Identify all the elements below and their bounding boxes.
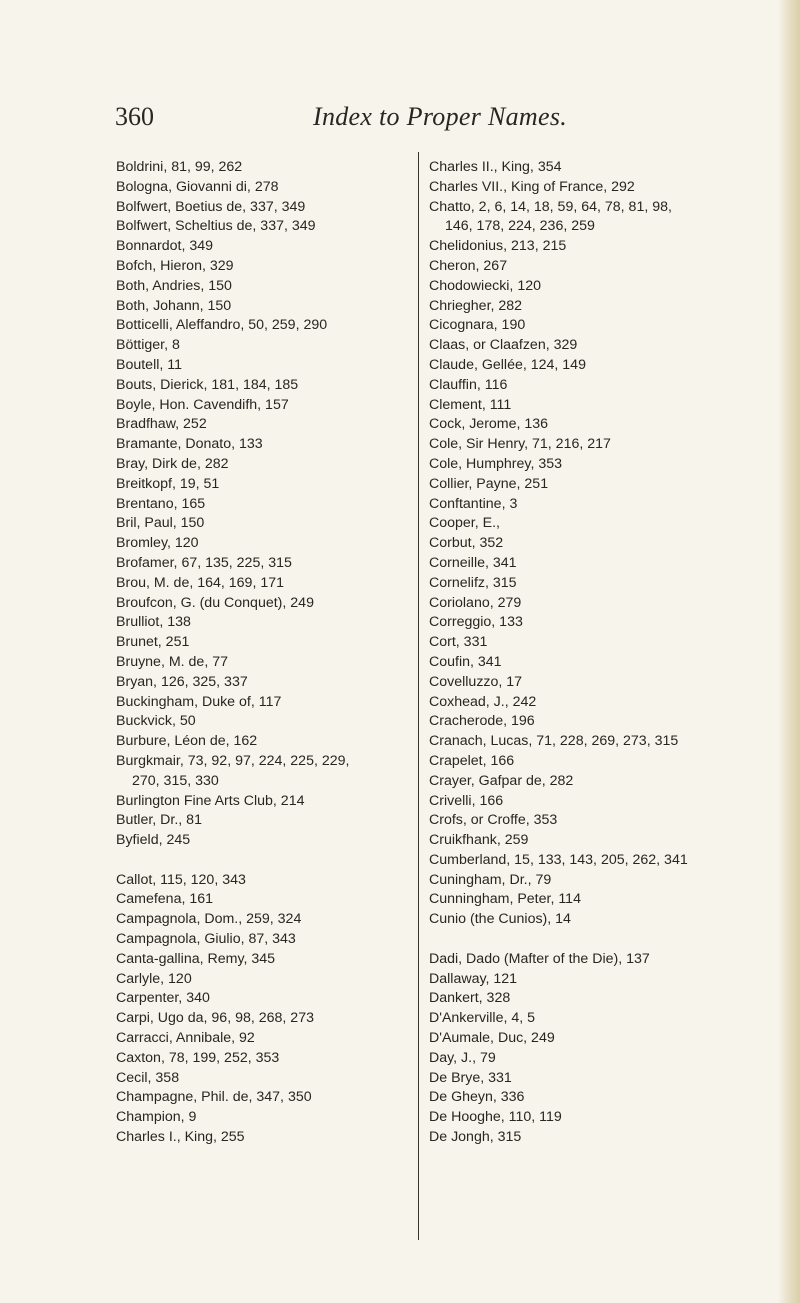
section-gap: [116, 851, 416, 871]
index-entry: Collier, Payne, 251: [429, 475, 549, 492]
index-entry: Broufcon, G. (du Conquet), 249: [116, 594, 314, 611]
index-entry: D'Ankerville, 4, 5: [429, 1010, 536, 1027]
index-entry: Crayer, Gafpar de, 282: [429, 772, 574, 789]
index-entry: Cole, Humphrey, 353: [429, 455, 563, 472]
index-entry: Bolfwert, Boetius de, 337, 349: [116, 198, 306, 215]
index-column-left: [116, 158, 416, 1148]
index-entry: Chodowiecki, 120: [429, 277, 541, 294]
index-entry: Brunet, 251: [116, 634, 190, 651]
index-entry: Bradfhaw, 252: [116, 416, 207, 433]
index-entry: Buckvick, 50: [116, 713, 196, 730]
index-entry: Cunio (the Cunios), 14: [429, 911, 571, 928]
index-entry: Claas, or Claafzen, 329: [429, 337, 578, 354]
index-entry: Cort, 331: [429, 634, 488, 651]
index-entry: Bryan, 126, 325, 337: [116, 673, 248, 690]
index-entry: Bouts, Dierick, 181, 184, 185: [116, 376, 299, 393]
index-entry: Day, J., 79: [429, 1049, 496, 1066]
index-entry: Camefena, 161: [116, 891, 214, 908]
index-entry: Crofs, or Croffe, 353: [429, 812, 558, 829]
page-edge: [778, 0, 800, 1303]
index-entry: Burbure, Léon de, 162: [116, 733, 258, 750]
index-entry: Carpi, Ugo da, 96, 98, 268, 273: [116, 1010, 314, 1027]
index-entry: Cooper, E.,: [429, 515, 500, 532]
index-entry: Crivelli, 166: [429, 792, 504, 809]
index-entry: Cheron, 267: [429, 257, 508, 274]
index-entry: Bromley, 120: [116, 535, 199, 552]
index-entry: Cuningham, Dr., 79: [429, 871, 552, 888]
index-entry: Clauffin, 116: [429, 376, 508, 393]
index-entry: Carracci, Annibale, 92: [116, 1030, 255, 1047]
index-entry: Covelluzzo, 17: [429, 673, 523, 690]
index-entry: Cumberland, 15, 133, 143, 205, 262, 341: [429, 851, 688, 868]
index-entry: Champagne, Phil. de, 347, 350: [116, 1089, 312, 1106]
index-entry: Cracherode, 196: [429, 713, 535, 730]
index-entry: Burlington Fine Arts Club, 214: [116, 792, 305, 809]
index-entry: Dankert, 328: [429, 990, 511, 1007]
index-entry: Correggio, 133: [429, 614, 523, 631]
index-entry: Boutell, 11: [116, 356, 182, 373]
index-column-right: [429, 158, 769, 1148]
index-entry: Bologna, Giovanni di, 278: [116, 178, 279, 195]
index-entry: Cunningham, Peter, 114: [429, 891, 581, 908]
index-entry: D'Aumale, Duc, 249: [429, 1030, 555, 1047]
index-entry: Bril, Paul, 150: [116, 515, 205, 532]
index-entry: Dadi, Dado (Mafter of the Die), 137: [429, 950, 650, 967]
index-entry: Brentano, 165: [116, 495, 206, 512]
index-entry-continuation: 146, 178, 224, 236, 259: [445, 218, 595, 235]
index-entry: Chriegher, 282: [429, 297, 523, 314]
column-divider: [418, 152, 419, 1240]
index-entry: Boldrini, 81, 99, 262: [116, 159, 243, 175]
running-title: Index to Proper Names.: [313, 102, 568, 131]
index-entry: Bramante, Donato, 133: [116, 436, 263, 453]
index-entry: Brulliot, 138: [116, 614, 191, 631]
index-entry: Cornelifz, 315: [429, 574, 517, 591]
index-entry: Charles VII., King of France, 292: [429, 178, 635, 195]
index-entry: Buckingham, Duke of, 117: [116, 693, 282, 710]
index-entry: Bofch, Hieron, 329: [116, 257, 234, 274]
index-entry: Cicognara, 190: [429, 317, 526, 334]
page-header: [0, 102, 800, 142]
index-entry: Campagnola, Giulio, 87, 343: [116, 931, 296, 948]
index-entry: Chatto, 2, 6, 14, 18, 59, 64, 78, 81, 98,: [429, 198, 672, 215]
index-entry: De Gheyn, 336: [429, 1089, 525, 1106]
index-entry: De Hooghe, 110, 119: [429, 1109, 562, 1126]
index-entry: Breitkopf, 19, 51: [116, 475, 220, 492]
index-entry: Cruikfhank, 259: [429, 832, 529, 849]
index-entry: Charles II., King, 354: [429, 159, 562, 175]
index-entry: Coriolano, 279: [429, 594, 522, 611]
index-entry: Both, Andries, 150: [116, 277, 232, 294]
index-entry: Clement, 111: [429, 396, 512, 413]
index-entry: Cole, Sir Henry, 71, 216, 217: [429, 436, 611, 453]
index-entry: De Jongh, 315: [429, 1129, 522, 1146]
index-entry: Claude, Gellée, 124, 149: [429, 356, 586, 373]
index-entry: Callot, 115, 120, 343: [116, 871, 246, 888]
index-entry: Champion, 9: [116, 1109, 197, 1126]
index-entry: Coxhead, J., 242: [429, 693, 537, 710]
index-entry: Brou, M. de, 164, 169, 171: [116, 574, 284, 591]
index-entry: Caxton, 78, 199, 252, 353: [116, 1049, 280, 1066]
index-entry: Bray, Dirk de, 282: [116, 455, 229, 472]
index-entry: Charles I., King, 255: [116, 1129, 245, 1146]
index-entry: Bruyne, M. de, 77: [116, 653, 228, 670]
index-entry: Corneille, 341: [429, 554, 517, 571]
index-entry: Carlyle, 120: [116, 970, 192, 987]
index-entry: Brofamer, 67, 135, 225, 315: [116, 554, 292, 571]
index-entry: Canta-gallina, Remy, 345: [116, 950, 276, 967]
index-entry: Cecil, 358: [116, 1069, 180, 1086]
index-entry: Chelidonius, 213, 215: [429, 238, 567, 255]
index-entry: Both, Johann, 150: [116, 297, 232, 314]
index-entry: Cock, Jerome, 136: [429, 416, 549, 433]
index-entry: Bonnardot, 349: [116, 238, 214, 255]
index-entry: Burgkmair, 73, 92, 97, 224, 225, 229,: [116, 752, 350, 769]
index-entry: Coufin, 341: [429, 653, 502, 670]
index-entry: Böttiger, 8: [116, 337, 180, 354]
index-entry-continuation: 270, 315, 330: [132, 772, 219, 789]
index-entry: Butler, Dr., 81: [116, 812, 202, 829]
page-number: 360: [115, 102, 154, 131]
index-entry: Cranach, Lucas, 71, 228, 269, 273, 315: [429, 733, 679, 750]
index-entry: Botticelli, Aleffandro, 50, 259, 290: [116, 317, 328, 334]
index-entry: Bolfwert, Scheltius de, 337, 349: [116, 218, 316, 235]
index-entry: Dallaway, 121: [429, 970, 518, 987]
index-entry: Boyle, Hon. Cavendifh, 157: [116, 396, 289, 413]
index-entry: Campagnola, Dom., 259, 324: [116, 911, 302, 928]
section-gap: [429, 930, 769, 950]
index-entry: Crapelet, 166: [429, 752, 515, 769]
index-entry: De Brye, 331: [429, 1069, 512, 1086]
index-entry: Conftantine, 3: [429, 495, 518, 512]
index-entry: Carpenter, 340: [116, 990, 210, 1007]
index-entry: Byfield, 245: [116, 832, 191, 849]
index-entry: Corbut, 352: [429, 535, 504, 552]
